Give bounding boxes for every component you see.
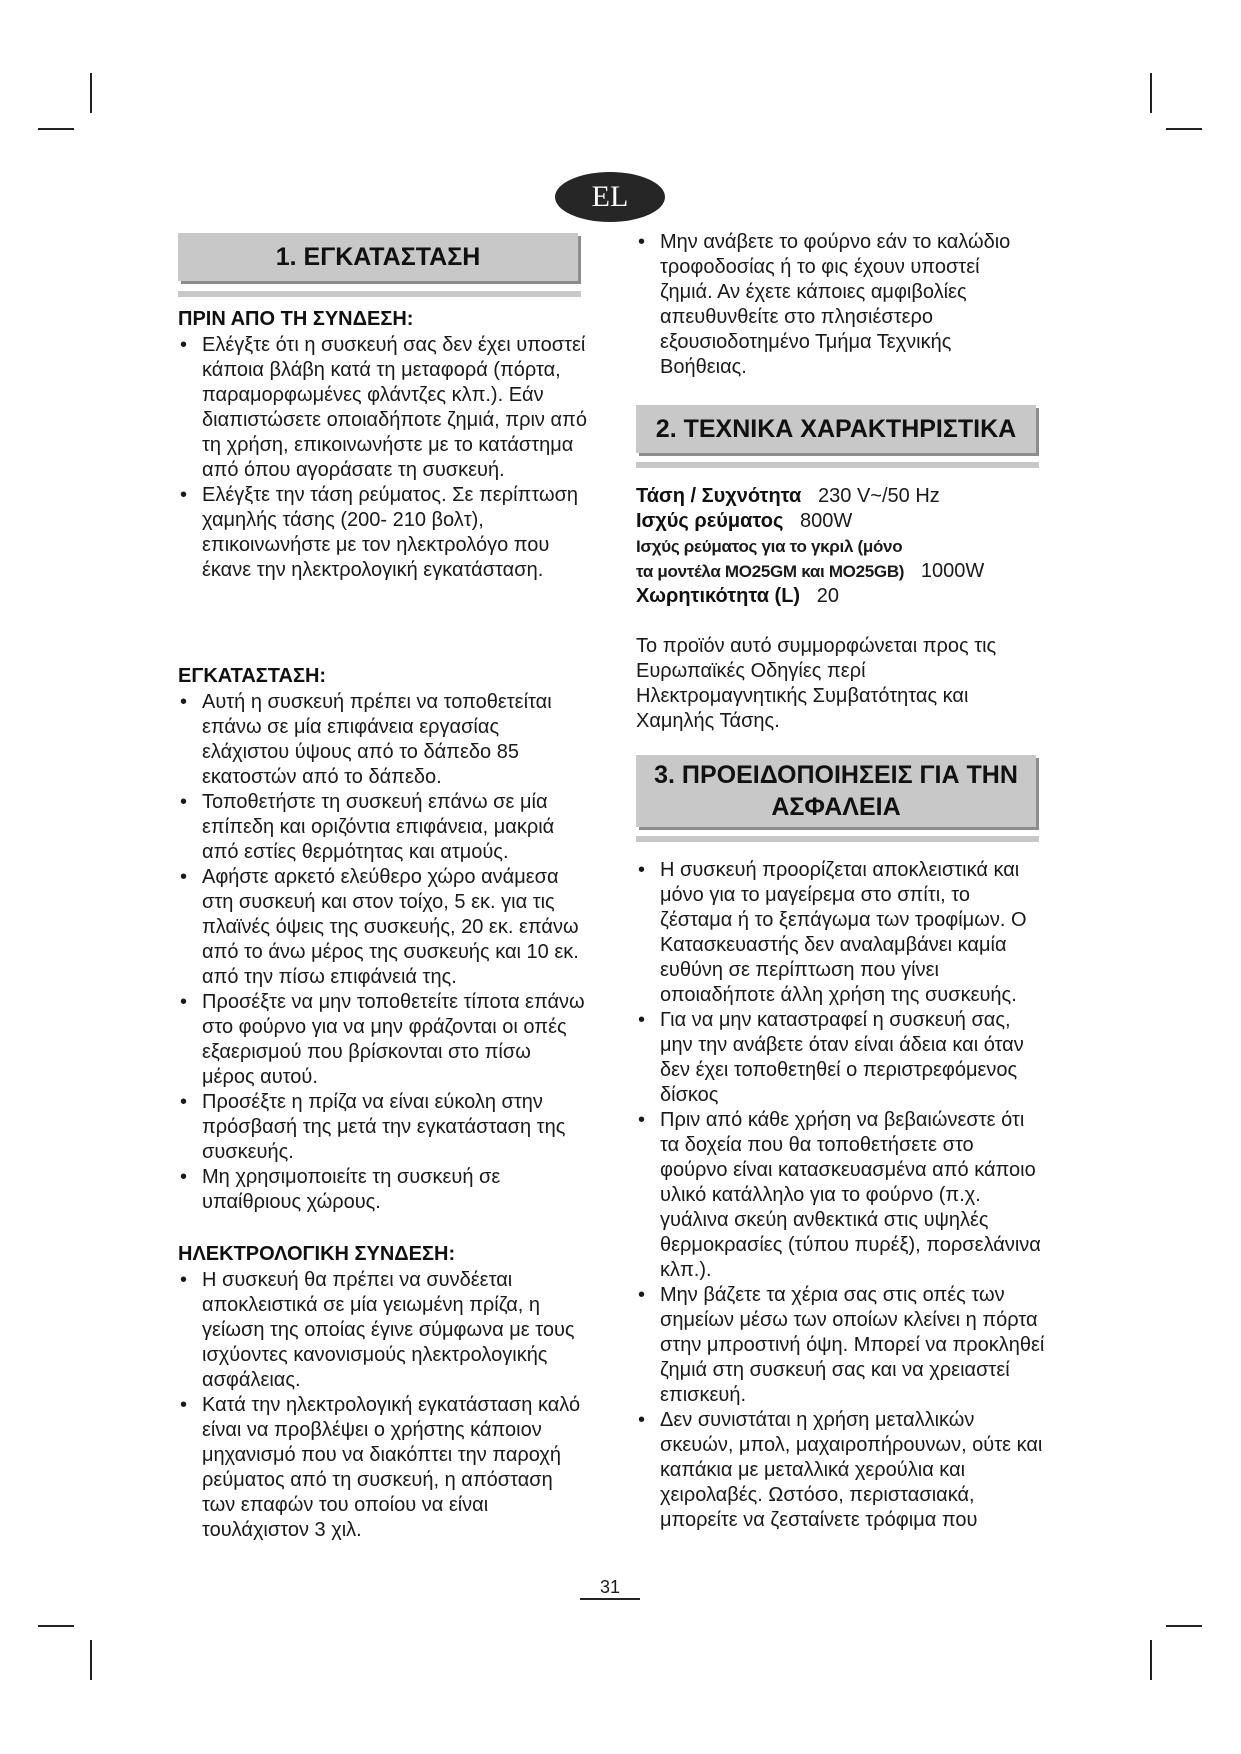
section1-title xyxy=(178,233,578,281)
compliance-text: Το προϊόν αυτό συμμορφώνεται προς τις Ευρωπαϊκές Οδηγίες περί Ηλεκτρομαγνητικής Συμβατότητας και Χαμηλής Τάσης. xyxy=(636,635,997,732)
crop-mark xyxy=(1166,1625,1202,1627)
top-warning-list xyxy=(636,230,1036,380)
safety-list xyxy=(636,858,1046,1533)
before-connection-list xyxy=(178,333,588,583)
section-divider xyxy=(636,462,1039,468)
list-item: • Δεν συνιστάται η χρήση μεταλλικών σκευών, μπολ, μαχαιροπήρουνων, ούτε και καπάκια με μεταλλικά χερούλια και χειρολαβές. Ωστόσο, περιστασιακά, μπορείτε να ζεσταίνετε τρόφιμα που xyxy=(636,1408,1046,1533)
section1-title-text: 1. ΕΓΚΑΤΑΣΤΑΣΗ xyxy=(275,243,481,271)
list-item: • Η συσκευή θα πρέπει να συνδέεται αποκλειστικά σε μία γειωμένη πρίζα, η γείωση της οποίας έγινε σύμφωνα με τους ισχύοντες κανονισμούς ηλεκτρολογικής ασφάλειας. xyxy=(178,1268,588,1393)
list-item: • Τοποθετήστε τη συσκευή επάνω σε μία επίπεδη και οριζόντια επιφάνεια, μακριά από εστίες θερμότητας και ατμούς. xyxy=(178,790,588,865)
spec-voltage-label: Τάση / Συχνότητα xyxy=(636,485,802,507)
list-item: • Μην βάζετε τα χέρια σας στις οπές των σημείων μέσω των οποίων κλείνει η πόρτα στην μπροστινή όψη. Μπορεί να προκληθεί ζημιά στη συσκευή σας και να χρειαστεί επισκευή. xyxy=(636,1283,1046,1408)
spec-grill-value: 1000W xyxy=(920,560,985,582)
list-item: • Προσέξτε η πρίζα να είναι εύκολη στην πρόσβασή της μετά την εγκατάσταση της συσκευής. xyxy=(178,1090,588,1165)
list-item: • Για να μην καταστραφεί η συσκευή σας, μην την ανάβετε όταν είναι άδεια και όταν δεν έχει τοποθετηθεί ο περιστρεφόμενος δίσκος xyxy=(636,1008,1046,1108)
section3-title-line2: ΑΣΦΑΛΕΙΑ xyxy=(771,793,901,821)
crop-mark xyxy=(1166,128,1202,130)
spec-capacity-label: Χωρητικότητα (L) xyxy=(636,585,801,607)
list-item: • Αυτή η συσκευή πρέπει να τοποθετείται επάνω σε μία επιφάνεια εργασίας ελάχιστου ύψους από το δάπεδο 85 εκατοστών από το δάπεδο. xyxy=(178,690,588,790)
spec-voltage-value: 230 V~/50 Hz xyxy=(818,485,940,507)
crop-mark xyxy=(1150,73,1152,113)
section2-title-text: 2. ΤΕΧΝΙΚΑ ΧΑΡΑΚΤΗΡΙΣΤΙΚΑ xyxy=(655,415,1017,443)
spec-grill-label-line2: τα μοντέλα MO25GM και MO25GB) xyxy=(636,562,905,581)
list-item: • Ελέγξτε την τάση ρεύματος. Σε περίπτωση χαμηλής τάσης (200- 210 βολτ), επικοινωνήστε με τον ηλεκτρολόγο που έκανε την ηλεκτρολογική εγκατάσταση. xyxy=(178,483,588,583)
crop-mark xyxy=(90,1640,92,1680)
spec-power-label: Ισχύς ρεύματος xyxy=(636,510,784,532)
page-number: 31 xyxy=(580,1576,640,1600)
crop-mark xyxy=(38,1625,74,1627)
spec-capacity xyxy=(636,584,1056,609)
list-item: • Πριν από κάθε χρήση να βεβαιώνεστε ότι τα δοχεία που θα τοποθετήσετε στο φούρνο είναι κατασκευασμένα από κάποιο υλικό κατάλληλο για το φούρνο (π.χ. γυάλινα σκεύη ανθεκτικά στις υψηλές θερμοκρασίες (τύπου πυρέξ), πορσελάνινα κλπ.). xyxy=(636,1108,1046,1283)
list-item: • Αφήστε αρκετό ελεύθερο χώρο ανάμεσα στη συσκευή και στον τοίχο, 5 εκ. για τις πλαϊνές όψεις της συσκευής, 20 εκ. επάνω από το άνω μέρος της συσκευής και 10 εκ. από την πίσω επιφάνειά της. xyxy=(178,865,588,990)
list-item: • Κατά την ηλεκτρολογική εγκατάσταση καλό είναι να προβλέψει ο χρήστης κάποιον μηχανισμό που να διακόπτει την παροχή ρεύματος από τη συσκευή, η απόσταση των επαφών του οποίου να είναι τουλάχιστον 3 χιλ. xyxy=(178,1393,588,1543)
installation-list xyxy=(178,690,588,1215)
section3-title-line1: 3. ΠΡΟΕΙΔΟΠΟΙΗΣΕΙΣ ΓΙΑ ΤΗΝ xyxy=(654,761,1018,789)
crop-mark xyxy=(90,73,92,113)
section3-title xyxy=(636,755,1036,827)
spec-power xyxy=(636,509,1056,534)
list-item: • Μη χρησιμοποιείτε τη συσκευή σε υπαίθριους χώρους. xyxy=(178,1165,588,1215)
spec-power-value: 800W xyxy=(800,510,853,532)
language-badge: EL xyxy=(555,172,665,222)
section-divider xyxy=(178,291,581,297)
section-divider xyxy=(636,836,1039,842)
spec-grill-label-1 xyxy=(636,534,1056,559)
electrical-heading: ΗΛΕΚΤΡΟΛΟΓΙΚΗ ΣΥΝΔΕΣΗ: xyxy=(178,1243,456,1265)
spec-capacity-value: 20 xyxy=(816,585,840,607)
list-item: • Μην ανάβετε το φούρνο εάν το καλώδιο τροφοδοσίας ή το φις έχουν υποστεί ζημιά. Αν έχετε κάποιες αμφιβολίες απευθυνθείτε στο πλησιέστερο εξουσιοδοτημένο Τμήμα Τεχνικής Βοήθειας. xyxy=(636,230,1036,380)
list-item: • Προσέξτε να μην τοποθετείτε τίποτα επάνω στο φούρνο για να μην φράζονται οι οπές εξαερισμού που βρίσκονται στο πίσω μέρος αυτού. xyxy=(178,990,588,1090)
before-connection-heading: ΠΡΙΝ ΑΠΟ ΤΗ ΣΥΝΔΕΣΗ: xyxy=(178,308,414,330)
section2-title xyxy=(636,405,1036,453)
spec-grill xyxy=(636,559,1056,584)
spec-grill-label-line1: Ισχύς ρεύματος για το γκριλ (μόνο xyxy=(636,537,903,556)
electrical-list xyxy=(178,1268,588,1543)
list-item: • Ελέγξτε ότι η συσκευή σας δεν έχει υποστεί κάποια βλάβη κατά τη μεταφορά (πόρτα, παραμορφωμένες φλάντζες κλπ.). Εάν διαπιστώσετε οποιαδήποτε ζημιά, πριν από τη χρήση, επικοινωνήστε με το κατάστημα από όπου αγοράσατε τη συσκευή. xyxy=(178,333,588,483)
crop-mark xyxy=(38,128,74,130)
installation-heading: ΕΓΚΑΤΑΣΤΑΣΗ: xyxy=(178,665,327,687)
crop-mark xyxy=(1150,1640,1152,1680)
list-item: • Η συσκευή προορίζεται αποκλειστικά και μόνο για το μαγείρεμα στο σπίτι, το ζέσταμα ή το ξεπάγωμα των τροφίμων. Ο Κατασκευαστής δεν αναλαμβάνει καμία ευθύνη σε περίπτωση που γίνει οποιαδήποτε άλλη χρήση της συσκευής. xyxy=(636,858,1046,1008)
spec-voltage xyxy=(636,484,1056,509)
